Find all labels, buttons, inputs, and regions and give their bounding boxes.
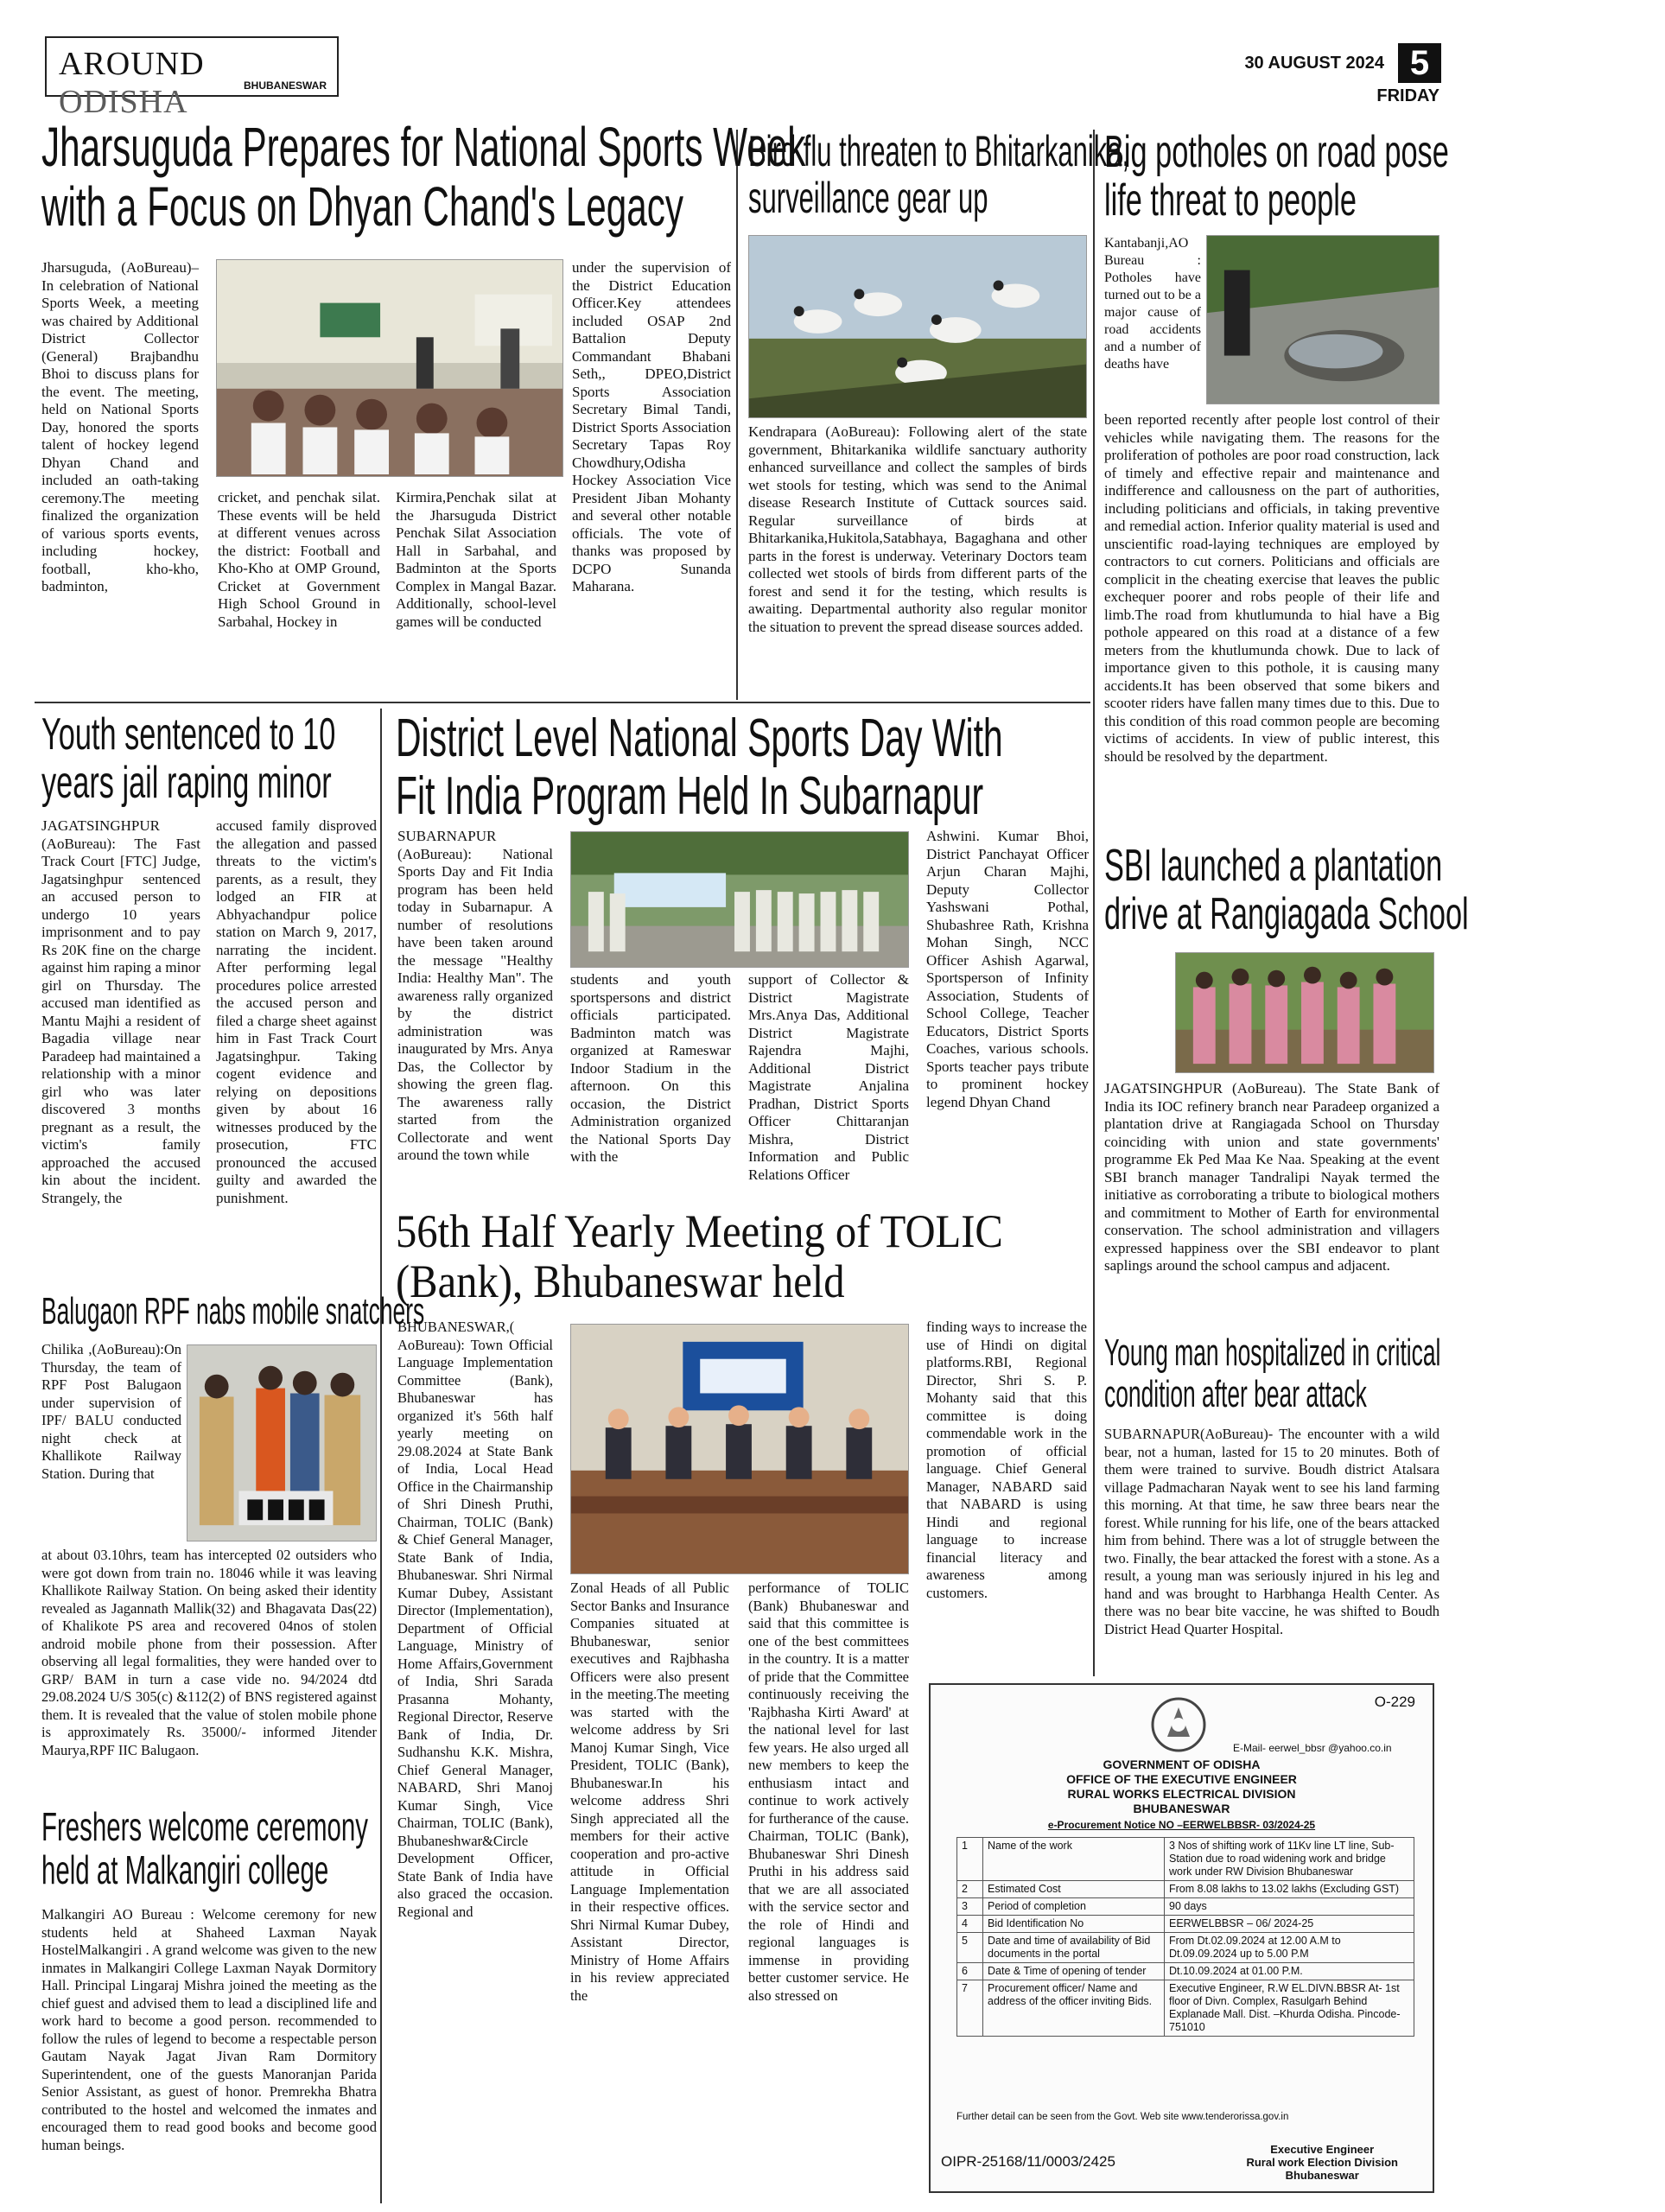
article-column: BHUBANESWAR,( AoBureau): Town Official Language Implementation Committee (Bank), Bhubaneswar has organized it's 56th half yearly meeting on 29.08.2024 at State Bank of India, Local Head Office in the Chairmanship of Shri Dinesh Pruthi, Chairman, TOLIC (Bank) & Chief General Manager, State Bank of India, Bhubaneswar. Shri Nirmal Kumar Dubey, Assistant Director (Implementation), Department of Official Language, Ministry of Home Affairs,Government of India, Shri Sarada Prasanna Mohanty, Regional Director, Reserve Bank of India, Dr. Sudhanshu K.K. Mishra, Chief General Manager, NABARD, Shri Manoj Kumar Singh, Vice Chairman, TOLIC (Bank), Bhubaneshwar&Circle Development Officer, State Bank of India have also graced the occasion. Regional and xyxy=(397,1319,553,1920)
notice-reference: OIPR-25168/11/0003/2425 xyxy=(941,2153,1115,2170)
headline-line: held at Malkangiri college xyxy=(41,1847,329,1892)
birds-photo xyxy=(748,235,1087,418)
headline-line: 56th Half Yearly Meeting of TOLIC xyxy=(396,1205,1003,1257)
tolic-meeting-photo xyxy=(570,1324,909,1574)
article-column: students and youth sportspersons and district officials participated. Badminton match was organized at Rameswar Indoor Stadium in the afternoon. On this occasion, the District Administration organized the National Sports Day with the xyxy=(570,971,731,1165)
headline-line: SBI launched a plantation xyxy=(1104,841,1443,891)
headline-line: with a Focus on Dhyan Chand's Legacy xyxy=(41,175,683,238)
headline-freshers xyxy=(41,1806,378,1903)
notice-header-line: GOVERNMENT OF ODISHA xyxy=(1103,1758,1261,1771)
article-body: Kendrapara (AoBureau): Following alert of the state government, Bhitarkanika wildlife sanctuary authority enhanced surveillance and collect the samples of birds wet stools for testing, which was send to the Animal disease Research Institute of Cuttack sources said. Regular surveillance of birds at Bhitarkanika,Hukitola,Satabhaya, Bagaghana and other parts in the forest is underway. Veterinary Doctors team collected wet stools of birds from different parts of the forest and send it for the testing, which results is awaiting. Departmental authority also regular monitor the situation to prevent the spread disease sources added. xyxy=(748,423,1087,635)
notice-code: O-229 xyxy=(1374,1694,1415,1710)
headline-line: drive at Rangiagada School xyxy=(1104,889,1469,940)
row-number: 1 xyxy=(957,1838,983,1881)
article-column: support of Collector & District Magistrate Mrs.Anya Das, Additional District Magistrate Rajendra Majhi, Additional District Magistrate Anjalina Pradhan, District Sports Officer Chittaranjan Mishra, District Information and Public Relations Officer xyxy=(748,971,909,1183)
headline-youth-sentenced xyxy=(41,710,378,812)
table-row xyxy=(957,1933,1414,1963)
meeting-photo xyxy=(216,259,563,477)
column-rule xyxy=(1093,130,1095,1676)
logo-around: AROUND xyxy=(59,46,205,82)
article-intro: Kantabanji,AO Bureau : Potholes have turned out to be a major cause of road accidents and a number of deaths have xyxy=(1104,236,1201,372)
headline-subarnapur xyxy=(396,710,1094,831)
row-number: 7 xyxy=(957,1980,983,2037)
row-number: 2 xyxy=(957,1881,983,1898)
article-body: been reported recently after people lost control of their vehicles while navigating them. The reasons for the proliferation of potholes are poor road construction, lack of timely and effective repair and maintenance and indifference and callousness on the part of authorities, including politicians and officials, in taking preventive and remedial action. Inferior quality material is used and unscientific road-laying techniques are employed by contractors to cut corners. Politicians and officials are complicit in the cheating exercise that leaves the public exchequer poorer and robs people of their life and limb.The road from khutlumunda to hial have a Big pothole appeared on this road at a distance of a few meters from the khutlumunda chowk. Due to lack of importance given to this pothole, it is causing many accidents.It has been observed that some bikers and scooter riders have fallen many times due to this. Due to this condition of this road common people are becoming victims of accidents. In view of public interest, this should be resolved by the department. xyxy=(1104,411,1439,765)
column-rule xyxy=(736,130,738,700)
row-label: Date and time of availability of Bid documents in the portal xyxy=(983,1933,1165,1963)
article-column: cricket, and penchak silat. These events will be held at different venues across the district: Football and Kho-Kho at OMP Ground, Cricket at Government High School Ground in Sarbahal, Hockey in xyxy=(218,489,380,630)
article-column: Kirmira,Penchak silat at the Jharsuguda District Penchak Silat Association Hall in Sarbahal, and Badminton at the Sports Complex in Mangal Bazar. Additionally, school-level games will be conducted xyxy=(396,489,556,630)
headline-line: Youth sentenced to 10 xyxy=(41,709,336,760)
signature-line: Rural work Election Division xyxy=(1246,2156,1398,2169)
headline-line: Fit India Program Held In Subarnapur xyxy=(396,766,984,826)
plantation-photo xyxy=(1175,952,1434,1073)
signature-line: Bhubaneswar xyxy=(1285,2169,1359,2182)
article-column: under the supervision of the District Education Officer.Key attendees included OSAP 2nd Battalion Deputy Commandant Bhabani Seth,, DPEO,District Sports Association Secretary Bimal Tandi, District Sports Association Secretary Tapas Roy Chowdhury,Odisha Hockey Association Vice President Jiban Mohanty and several other notable officials. The vote of thanks was proposed by DCPO Sunanda Maharana. xyxy=(572,259,731,594)
headline-balugaon xyxy=(41,1290,425,1341)
headline-line: Balugaon RPF nabs mobile snatchers xyxy=(41,1290,425,1332)
headline-line: Jharsuguda Prepares for National Sports Week xyxy=(41,116,806,178)
row-label: Bid Identification No xyxy=(983,1916,1165,1933)
row-number: 4 xyxy=(957,1916,983,1933)
headline-tolic xyxy=(396,1206,1094,1319)
article-body: Malkangiri AO Bureau : Welcome ceremony for new students held at Shaheed Laxman Nayak HostelMalkangiri . A grand welcome was given to the new inmates in Malkangiri College Laxman Nayak Dormitory Hall. Principal Lingaraj Mishra joined the meeting as the chief guest and advised them to lead a disciplined life and work hard to become a good person. recommended to follow the rules of legend to become a respectable person Gautam Nayak Jagat Jivan Ram Dormitory Superintendent, one of the guests Manoranjan Parida Senior Assistant, as guest of honor. Premrekha Bhatra contributed to the hostel and welcomed the inmates and encouraged them to read good books and become good human beings. xyxy=(41,1906,377,2153)
row-label: Estimated Cost xyxy=(983,1881,1165,1898)
rally-photo xyxy=(570,831,909,968)
table-row xyxy=(957,1898,1414,1916)
tender-notice xyxy=(929,1683,1434,2193)
article-column: performance of TOLIC (Bank) Bhubaneswar and said that this committee is one of the best committees in the country. It is a matter of pride that the Committee continuously receiving the 'Rajbhasha Kirti Award' at the national level for last few years. He also urged all new members to keep the enthusiasm intact and continue to work actively for furtherance of the cause. Chairman, TOLIC (Bank), Bhubaneswar Shri Dinesh Pruthi in his address said that we are all associated with the service sector and the role of Hindi and regional languages is immense in providing better customer service. He also stressed on xyxy=(748,1580,909,2004)
article-body: SUBARNAPUR(AoBureau)- The encounter with a wild bear, not a human, lasted for 15 to 20 minutes. Both of them were trained to survive. Boudh district Atalsara village Padmacharan Nayak went to see his land farming this morning. At that time, he saw three bears near the forest. While running for his life, one of the bears attacked him from behind. There was a lot of struggle between the two. Finally, the bear attacked the forest with a stone. As a result, a young man was seriously injured in his leg and hand and was brought to Harbhanga Health Center. As there was no bear bite vaccine, he was shifted to Boudh District Head Quarter Hospital. xyxy=(1104,1426,1439,1637)
headline-line: District Level National Sports Day With xyxy=(396,709,1003,768)
headline-bird-flu xyxy=(748,127,1130,232)
article-body: JAGATSINGHPUR (AoBureau). The State Bank of India its IOC refinery branch near Paradeep organized a plantation drive at Rangiagada School on Thursday coinciding with union and state governments' programme Ek Ped Maa Ke Naa. Speaking at the event SBI branch manager Tandralipi Nayak termed the initiative as corroborating a tribute to biological mothers and commitment to Mother of Earth for environmental conservation. The school administration and villagers expressed happiness over the SBI endeavor to plant saplings around the school campus and adjacent. xyxy=(1104,1080,1439,1274)
headline-line: Young man hospitalized in critical xyxy=(1104,1332,1441,1374)
issue-day: FRIDAY xyxy=(1376,86,1439,105)
signature-line: Executive Engineer xyxy=(1270,2143,1375,2156)
notice-header-line: RURAL WORKS ELECTRICAL DIVISION xyxy=(1067,1787,1296,1801)
row-value: 3 Nos of shifting work of 11Kv line LT line, Sub-Station due to road widening work and bridge work under RW Division Bhubaneswar xyxy=(1165,1838,1414,1881)
logo-odisha: ODISHA xyxy=(59,84,188,120)
issue-date: 30 AUGUST 2024 xyxy=(1244,54,1384,73)
notice-header xyxy=(931,1758,1433,1833)
row-label: Period of completion xyxy=(983,1898,1165,1916)
column-rule xyxy=(380,709,382,2203)
row-number: 3 xyxy=(957,1898,983,1916)
headline-line: condition after bear attack xyxy=(1104,1372,1367,1415)
headline-bear-attack xyxy=(1104,1332,1450,1434)
article-intro: Chilika ,(AoBureau):On Thursday, the team of RPF Post Balugaon under supervision of IPF/ BALU conducted night check at Khallikote Railway Station. During that xyxy=(41,1341,181,1482)
article-column: finding ways to increase the use of Hindi on digital platforms.RBI, Regional Director, Shri S. P. Mohanty said that this committee is doing commendable work in the promotion of official language. Chief General Manager, NABARD said that NABARD is using Hindi and regional language to increase financial literacy and awareness among customers. xyxy=(926,1319,1087,1601)
row-label: Name of the work xyxy=(983,1838,1165,1881)
article-column: accused family disproved the allegation and passed threats to the victim's parents, as a result, they lodged an FIR at Abhyachandpur police station on March 9, 2017, narrating the incident. After performing legal procedures police arrested the accused person and filed a charge sheet against him in Fast Track Court Jagatsinghpur. Taking cogent evidence and relying on depositions given by about 16 witnesses produced by the prosecution, FTC pronounced the accused guilty and awarded the punishment. xyxy=(216,817,377,1206)
odisha-emblem-icon xyxy=(1148,1695,1209,1754)
row-label: Date & Time of opening of tender xyxy=(983,1963,1165,1980)
article-column: JAGATSINGHPUR (AoBureau): The Fast Track Court [FTC] Judge, Jagatsinghpur sentenced an accused person to undergo 10 years imprisonment and to pay Rs 20K fine on the charge against him raping a minor girl on Thursday. The accused man identified as Mantu Majhi a resident of Bagadia village near Paradeep had maintained a relationship with a minor girl who was later discovered 3 months pregnant as a result, the victim's family approached the accused kin about the incident. Strangely, the xyxy=(41,817,200,1206)
table-row xyxy=(957,1838,1414,1881)
row-number: 6 xyxy=(957,1963,983,1980)
logo-subtitle: BHUBANESWAR xyxy=(244,79,327,92)
row-value: EERWELBBSR – 06/ 2024-25 xyxy=(1165,1916,1414,1933)
row-label: Procurement officer/ Name and address of the officer inviting Bids. xyxy=(983,1980,1165,2037)
row-value: 90 days xyxy=(1165,1898,1414,1916)
row-value: Executive Engineer, R.W EL.DIVN.BBSR At- 1st floor of Divn. Complex, Rasulgarh Behind Explanade Mall. Dist. –Khurda Odisha. Pincode-751010 xyxy=(1165,1980,1414,2037)
headline-line: Bird flu threaten to Bhitarkanika, xyxy=(748,127,1130,175)
notice-header-line: BHUBANESWAR xyxy=(1133,1802,1230,1815)
headline-jharsuguda xyxy=(41,116,806,256)
article-column: Zonal Heads of all Public Sector Banks and Insurance Companies situated at Bhubaneswar, senior executives and Rajbhasha Officers were also present in the meeting.The meeting was started with the welcome address by Sri Manoj Kumar Singh, Vice President, TOLIC (Bank), Bhubaneswar.In his welcome address Shri Singh appreciated all the members for their active cooperation and pro-active attitude in Official Language Implementation in their respective offices. Shri Nirmal Kumar Dubey, Assistant Director, Ministry of Home Affairs in his review appreciated the xyxy=(570,1580,729,2004)
table-row xyxy=(957,1916,1414,1933)
notice-signature xyxy=(1246,2143,1398,2182)
article-body: at about 03.10hrs, team has intercepted 02 outsiders who were got down from train no. 18046 while it was leaving Khallikote Railway Station. On being asked their identity revealed as Jagannath Mallik(32) and Bhagavata Das(22) of Khalikote PS area and recovered 04nos of stolen android mobile phone from their possession. After observing all legal formalities, they were handed over to GRP/ BAM in turn a case vide no. 94/2024 dtd 29.08.2024 U/S 305(c) &112(2) of BNS registered against them. It is revealed that the value of stolen mobile phone is approximately Rs. 35000/- informed Jitender Maurya,RPF IIC Balugaon. xyxy=(41,1547,377,1758)
row-value: From Dt.02.09.2024 at 12.00 A.M to Dt.09.09.2024 up to 5.00 P.M xyxy=(1165,1933,1414,1963)
headline-line: years jail raping minor xyxy=(41,758,332,809)
notice-email: E-Mail- eerwel_bbsr @yahoo.co.in xyxy=(1233,1742,1392,1754)
notice-footnote: Further detail can be seen from the Govt. Web site www.tenderorissa.gov.in xyxy=(956,2112,1289,2122)
tender-table xyxy=(956,1837,1414,2037)
headline-line: Big potholes on road pose xyxy=(1104,127,1449,177)
article-column: SUBARNAPUR (AoBureau): National Sports Day and Fit India program has been held today in Subarnapur. A number of resolutions have been taken around the message "Healthy India: Healthy Man". The awareness rally organized by the district administration was inaugurated by Mrs. Anya Das, the Collector by showing the green flag. The awareness rally started from the Collectorate and went around the town while xyxy=(397,828,553,1163)
headline-line: life threat to people xyxy=(1104,175,1357,226)
table-row xyxy=(957,1881,1414,1898)
pothole-photo xyxy=(1206,235,1439,404)
table-row xyxy=(957,1963,1414,1980)
row-number: 5 xyxy=(957,1933,983,1963)
headline-line: surveillance gear up xyxy=(748,174,988,222)
notice-number: e-Procurement Notice NO –EERWELBBSR- 03/2024-25 xyxy=(1047,1819,1316,1831)
notice-header-line: OFFICE OF THE EXECUTIVE ENGINEER xyxy=(1066,1772,1297,1786)
headline-line: (Bank), Bhubaneswar held xyxy=(396,1255,845,1308)
row-value: Dt.10.09.2024 at 01.00 P.M. xyxy=(1165,1963,1414,1980)
headline-potholes xyxy=(1104,128,1450,230)
masthead-logo xyxy=(45,36,339,120)
headline-line: Freshers welcome ceremony xyxy=(41,1804,368,1849)
table-row xyxy=(957,1980,1414,2037)
headline-sbi xyxy=(1104,841,1469,944)
row-value: From 8.08 lakhs to 13.02 lakhs (Excluding GST) xyxy=(1165,1881,1414,1898)
rpf-photo xyxy=(187,1344,377,1541)
article-column: Jharsuguda, (AoBureau)– In celebration of National Sports Week, a meeting was chaired by Additional District Collector (General) Brajbandhu Bhoi to discuss plans for the event. The meeting, held on National Sports Day, honored the sports talent of hockey legend Dhyan Chand and included an oath-taking ceremony.The meeting finalized the organization of various sports events, including hockey, football, kho-kho, badminton, xyxy=(41,259,199,594)
section-rule xyxy=(35,702,1090,703)
page-number: 5 xyxy=(1398,43,1441,83)
article-column: Ashwini. Kumar Bhoi, District Panchayat Officer Arjun Charan Majhi, Deputy Collector Yashswani Pothal, Shubashree Rath, Krishna Mohan Singh, NCC Officer Ashish Agarwal, Sportsperson of Infinity Association, Students of School College, Teacher Educators, District Sports Coaches, various schools. Sports teacher pays tribute to prominent hockey legend Dhyan Chand xyxy=(926,828,1089,1110)
